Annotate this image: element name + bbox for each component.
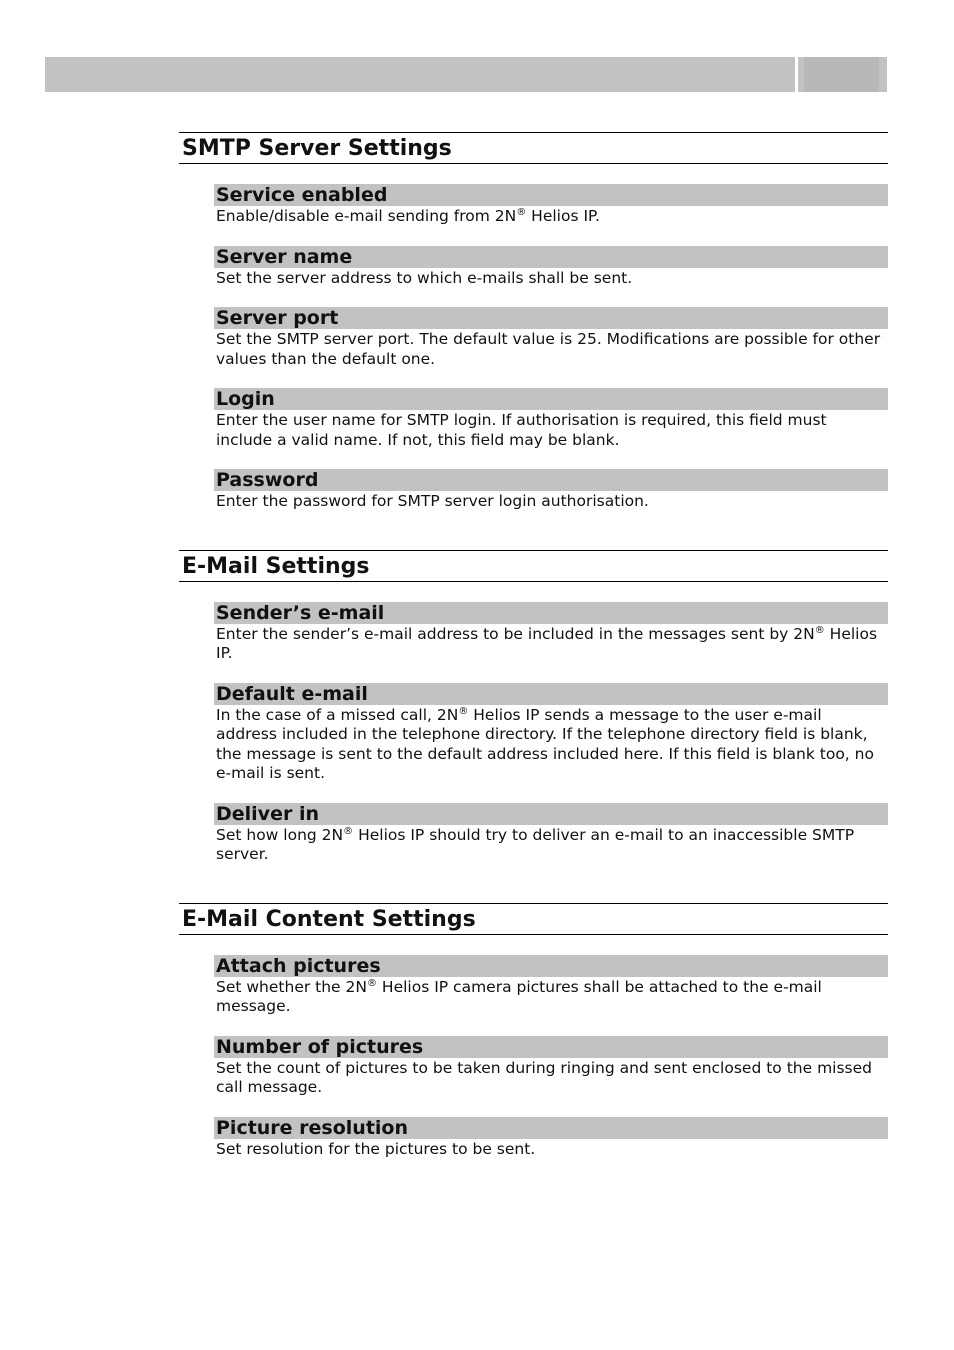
section-email-settings [179,550,888,865]
section-title: SMTP Server Settings [179,132,888,164]
section-title: E-Mail Settings [179,550,888,582]
section-title: E-Mail Content Settings [179,903,888,935]
item-service-enabled [214,184,888,227]
header-band [45,57,795,92]
page-header-bar [45,57,887,92]
item-server-name [214,246,888,289]
header-page-tab [798,57,887,92]
item-password [214,469,888,512]
item-description: Set the server address to which e-mails shall be sent. [216,268,633,287]
item-title: Server port [214,307,888,329]
item-title: Service enabled [214,184,888,206]
item-senders-email [214,602,888,664]
section-email-content-settings [179,903,888,1160]
item-description: Enter the user name for SMTP login. If authorisation is required, this field must include a valid name. If not, this field may be blank. [216,411,827,449]
item-description: Enter the sender’s e-mail address to be included in the messages sent by 2N® Helios IP. [216,624,878,662]
item-number-of-pictures [214,1036,888,1098]
item-title: Sender’s e-mail [214,602,888,624]
item-description: Set how long 2N® Helios IP should try to deliver an e-mail to an inaccessible SMTP server. [216,825,855,863]
item-description: In the case of a missed call, 2N® Helios IP sends a message to the user e-mail address included in the telephone directory. If the telephone directory field is blank, the message is sent to the default address included here. If this field is blank too, no e-mail is sent. [216,705,874,782]
item-title: Attach pictures [214,955,888,977]
item-default-email [214,683,888,784]
item-picture-resolution [214,1117,888,1160]
item-description: Enter the password for SMTP server login authorisation. [216,492,649,510]
section-smtp-server-settings [179,132,888,512]
header-page-tab-inner [804,57,879,92]
item-description: Set whether the 2N® Helios IP camera pictures shall be attached to the e-mail message. [216,977,822,1015]
document-content [179,132,888,1197]
item-title: Password [214,469,888,491]
item-description: Set resolution for the pictures to be sent. [216,1139,536,1158]
item-attach-pictures [214,955,888,1017]
item-description: Enable/disable e-mail sending from 2N® Helios IP. [216,206,600,225]
item-description: Set the count of pictures to be taken during ringing and sent enclosed to the missed call message. [216,1058,873,1096]
item-login [214,388,888,450]
item-description: Set the SMTP server port. The default value is 25. Modifications are possible for other values than the default one. [216,330,881,368]
item-title: Default e-mail [214,683,888,705]
item-title: Picture resolution [214,1117,888,1139]
item-title: Server name [214,246,888,268]
item-title: Number of pictures [214,1036,888,1058]
item-deliver-in [214,803,888,865]
item-title: Login [214,388,888,410]
item-title: Deliver in [214,803,888,825]
item-server-port [214,307,888,369]
